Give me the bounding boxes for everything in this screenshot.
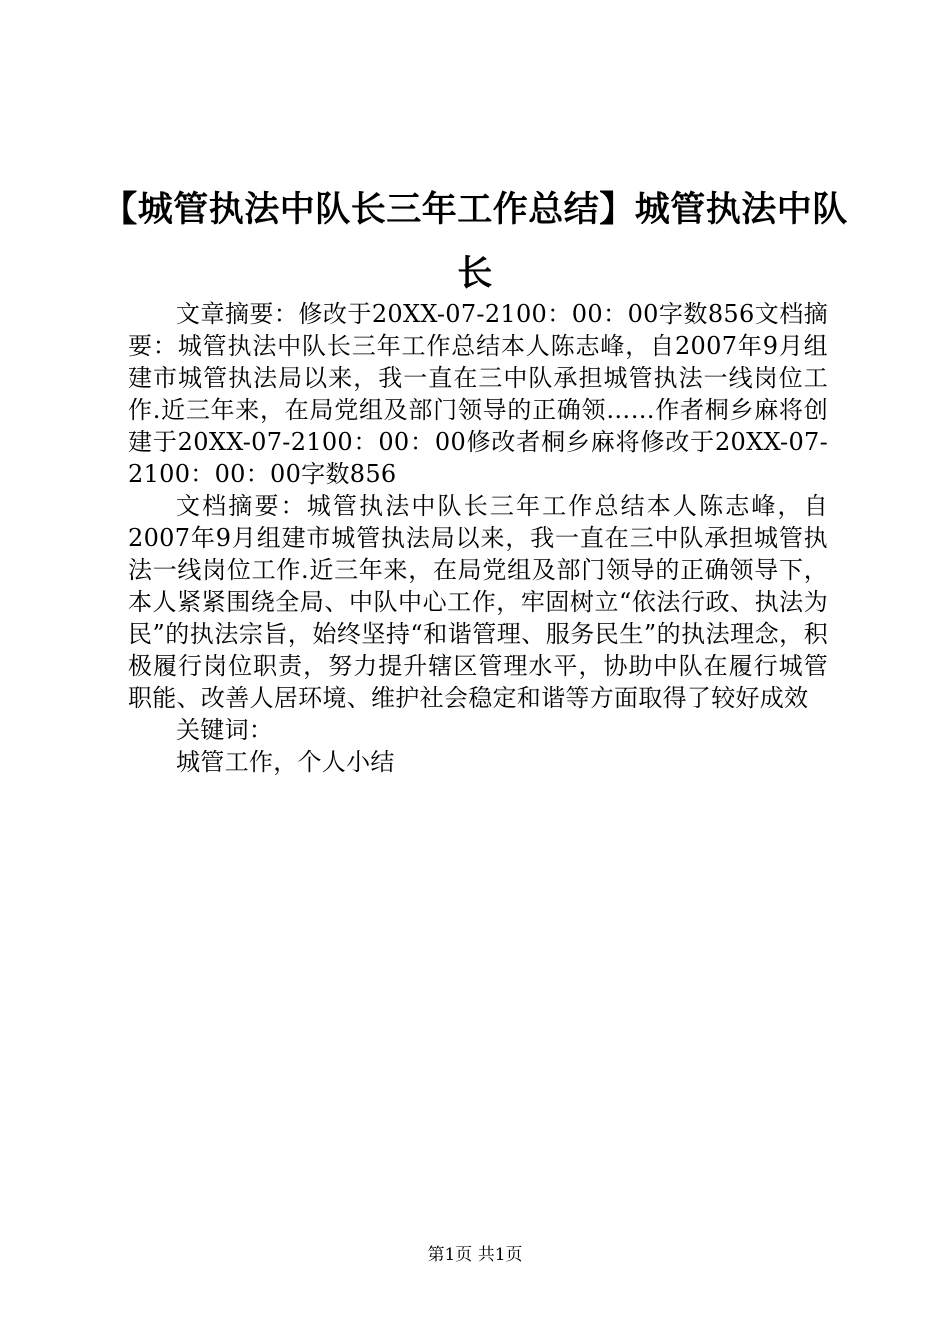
- abstract-paragraph: 文档摘要：城管执法中队长三年工作总结本人陈志峰，自2007年9月组建市城管执法局以来，我一直在三中队承担城管执法一线岗位工作.近三年来，在局党组及部门领导的正确领导下，本人紧紧围绕全局、中队中心工作，牢固树立“依法行政、执法为民”的执法宗旨，始终坚持“和谐管理、服务民生”的执法理念，积极履行岗位职责，努力提升辖区管理水平，协助中队在履行城管职能、改善人居环境、维护社会稳定和谐等方面取得了较好成效: [128, 492, 828, 712]
- summary-paragraph: 文章摘要：修改于20XX-07-2100：00：00字数856文档摘要：城管执法中队长三年工作总结本人陈志峰，自2007年9月组建市城管执法局以来，我一直在三中队承担城管执法一线岗位工作.近三年来，在局党组及部门领导的正确领……作者桐乡麻将创建于20XX-07-2100：00：00修改者桐乡麻将修改于20XX-07-2100：00：00字数856: [128, 300, 828, 488]
- keywords-value: 城管工作，个人小结: [176, 748, 395, 776]
- page-footer: 第1页 共1页: [427, 1245, 523, 1265]
- document-title: 【城管执法中队长三年工作总结】城管执法中队长: [102, 190, 848, 294]
- document-body: [128, 298, 828, 778]
- keywords-label: 关键词：: [176, 716, 274, 744]
